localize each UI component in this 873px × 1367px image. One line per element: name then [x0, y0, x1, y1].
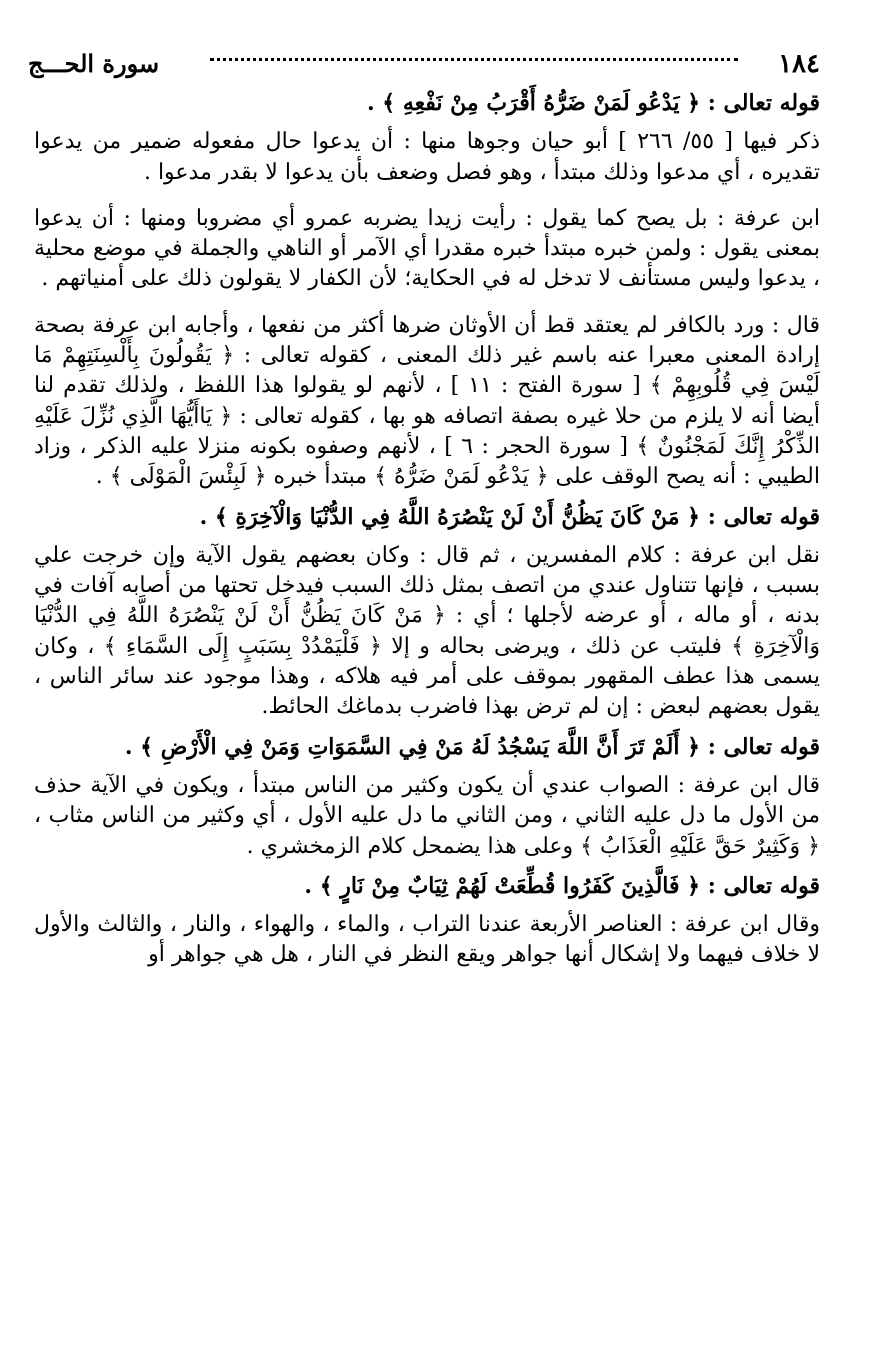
commentary-paragraph: قال : ورد بالكافر لم يعتقد قط أن الأوثان ضرها أكثر من نفعها ، وأجابه ابن عرفة بصحة إرادة المعنى معبرا عنه باسم غير ذلك المعنى ، كقوله تعالى : ﴿ يَقُولُونَ بِأَلْسِنَتِهِمْ مَا لَيْسَ فِي قُلُوبِهِمْ ﴾ [ سورة الفتح : ١١ ] ، لأنهم لو يقولوا هذا اللفظ ، ولذلك تقدم لنا أيضا أنه لا يلزم من حلا غيره بصفة اتصافه هو بها ، كقوله تعالى : ﴿ يَاأَيُّهَا الَّذِي نُزِّلَ عَلَيْهِ الذِّكْرُ إِنَّكَ لَمَجْنُونٌ ﴾ [ سورة الحجر : ٦ ] ، لأنهم وصفوه بكونه منزلا عليه الذكر ، وزاد الطيبي : أنه يصح الوقف على ﴿ يَدْعُو لَمَنْ ضَرُّهُ ﴾ مبتدأ خبره ﴿ لَبِئْسَ الْمَوْلَى ﴾ . — [34, 312, 821, 490]
page-header — [28, 44, 820, 84]
surah-title: سورة الحـــج — [28, 49, 160, 78]
commentary-paragraph: قال ابن عرفة : الصواب عندي أن يكون وكثير من الناس مبتدأ ، ويكون في الآية حذف من الأول ما دل عليه الثاني ، ومن الثاني ما دل عليه الأول ، أي وكثير من الناس مثاب ، ﴿ وَكَثِيرٌ حَقَّ عَلَيْهِ الْعَذَابُ ﴾ وعلى هذا يضمحل كلام الزمخشري . — [34, 772, 820, 859]
verse-heading: قوله تعالى : ﴿ أَلَمْ تَرَ أَنَّ اللَّهَ يَسْجُدُ لَهُ مَنْ فِي السَّمَوَاتِ وَمَنْ فِي الْأَرْضِ ﴾ . — [124, 733, 820, 760]
page-number: ١٨٤ — [778, 49, 820, 79]
commentary-paragraph: ذكر فيها [ ٥٥/ ٢٦٦ ] أبو حيان وجوها منها : أن يدعوا حال مفعوله ضمير من يدعوا تقديره ، أي مدعوا وذلك مبتدأ ، وهو فصل وضعف بأن يدعوا لا بقدر مدعوا . — [34, 129, 820, 185]
commentary-paragraph: ابن عرفة : بل يصح كما يقول : رأيت زيدا يضربه عمرو أي مضروبا ومنها : أن يدعوا بمعنى يقول : ولمن خبره مبتدأ خبره مقدرا أي الآمر أو الناهي والجملة في موضع محلية ، يدعوا وليس مستأنف لا تدخل له في الحكاية؛ لأن الكفار لا يقولون ذلك على أمنياتهم . — [34, 205, 820, 292]
commentary-paragraph: نقل ابن عرفة : كلام المفسرين ، ثم قال : وكان بعضهم يقول الآية وإن خرجت علي بسبب ، فإنها تتناول عندي من اتصف بمثل ذلك السبب فيدخل تحتها من أصابه آفات في بدنه ، أو ماله ، أو عرضه لأجلها ؛ أي : ﴿ مَنْ كَانَ يَظُنُّ أَنْ لَنْ يَنْصُرَهُ اللَّهُ فِي الدُّنْيَا وَالْآخِرَةِ ﴾ فليتب عن ذلك ، ويرضى بحاله و إلا ﴿ فَلْيَمْدُدْ بِسَبَبٍ إِلَى السَّمَاءِ ﴾ ، وكان يسمى هذا عطف المقهور بموقف على أمر فيه هلاكه ، وهذا موجود عند سائر الناس ، يقول بعضهم لبعض : إن لم ترض بهذا فاضرب بدماغك الحائط. — [34, 542, 820, 720]
verse-heading: قوله تعالى : ﴿ يَدْعُو لَمَنْ ضَرُّهُ أَقْرَبُ مِنْ نَفْعِهِ ﴾ . — [366, 90, 820, 116]
header-dotted-rule — [210, 58, 738, 61]
verse-heading: قوله تعالى : ﴿ مَنْ كَانَ يَظُنُّ أَنْ لَنْ يَنْصُرَهُ اللَّهُ فِي الدُّنْيَا وَالْآخِرَةِ ﴾ . — [199, 503, 820, 530]
verse-heading: قوله تعالى : ﴿ فَالَّذِينَ كَفَرُوا قُطِّعَتْ لَهُمْ ثِيَابٌ مِنْ نَارٍ ﴾ . — [304, 872, 820, 899]
commentary-paragraph: وقال ابن عرفة : العناصر الأربعة عندنا التراب ، والماء ، والهواء ، والنار ، والثالث والأول لا خلاف فيهما ولا إشكال أنها جواهر ويقع النظر في النار ، هل هي جواهر أو — [34, 912, 820, 968]
page-body — [34, 88, 820, 971]
